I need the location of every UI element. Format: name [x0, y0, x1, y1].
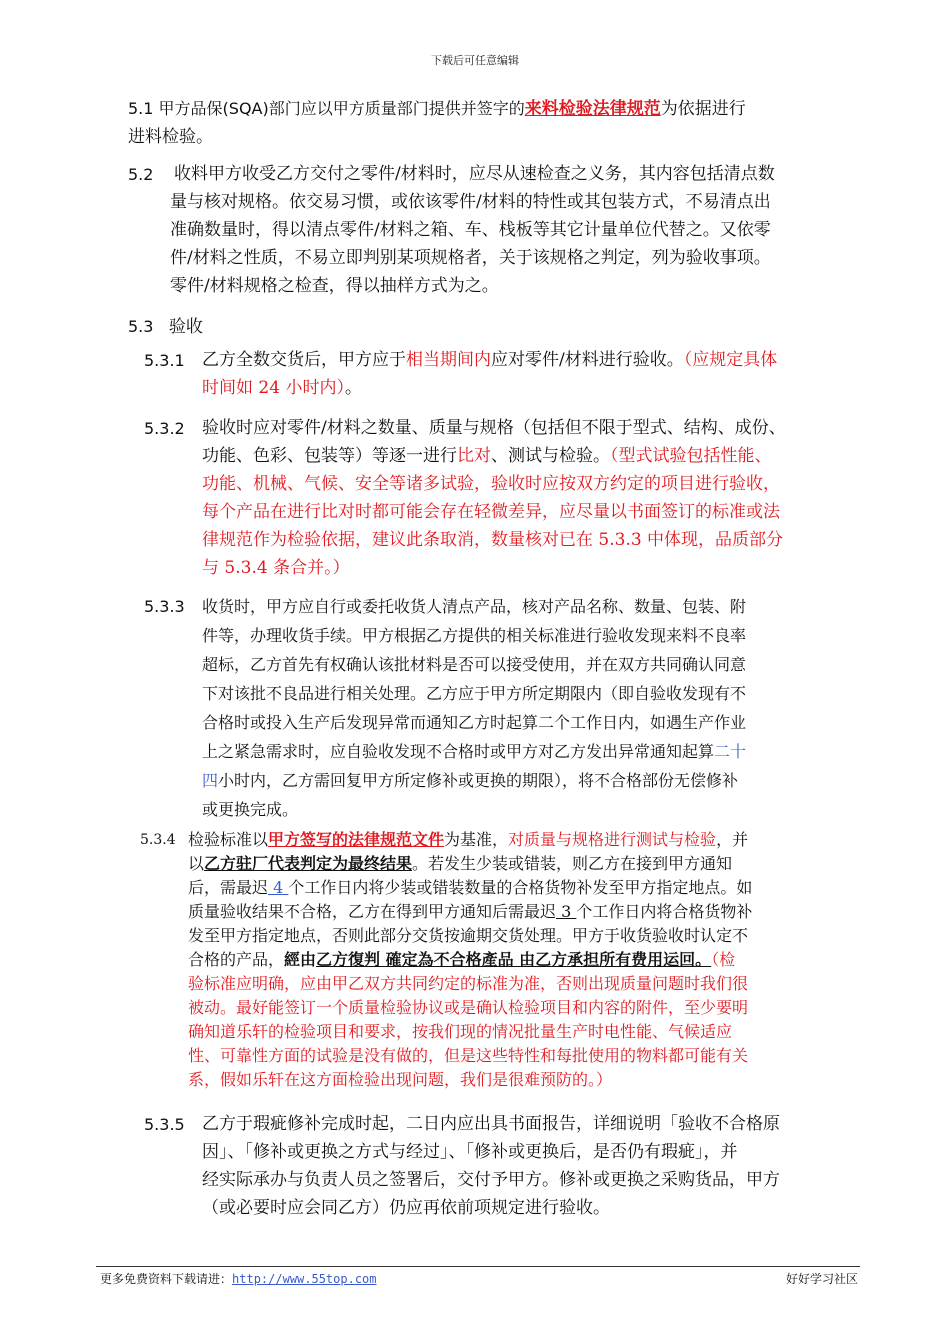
- section-5-1-line-1: [128, 94, 868, 123]
- paragraph: [202, 1110, 864, 1222]
- days-value: 4: [268, 878, 289, 897]
- emphasis: 經由: [284, 950, 317, 969]
- paragraph-line: 超标，乙方首先有权确认该批材料是否可以接受使用，并在双方共同确认同意: [202, 655, 747, 674]
- section-5-3-4: [140, 828, 864, 1092]
- paragraph-line: 乙方于瑕疵修补完成时起，二日内应出具书面报告，详细说明「验收不合格原: [202, 1114, 780, 1134]
- paragraph-line: 后，需最迟 4 个工作日内将少装或错装数量的合格货物补发至甲方指定地点。如: [188, 878, 753, 897]
- paragraph-line: 检验标准以甲方签写的法律规范文件为基准，对质量与规格进行测试与检验，并: [188, 830, 749, 849]
- highlight: 对质量与规格进行测试与检验: [508, 830, 717, 849]
- section-5-3-2: [144, 414, 864, 582]
- days-value: 3: [556, 902, 577, 921]
- paragraph-line: 发至甲方指定地点，否则此部分交货按逾期交货处理。甲方于收货验收时认定不: [188, 926, 749, 945]
- highlight-blue: 二十: [714, 742, 747, 761]
- comment-line: 律规范作为检验依据，建议此条取消，数量核对已在 5.3.3 中体现，品质部分: [202, 530, 784, 550]
- comment-line: 与 5.3.4 条合并。）: [202, 558, 350, 578]
- section-number: 5.1: [128, 99, 154, 118]
- comment: （型式试验包括性能、: [610, 446, 772, 466]
- highlight-regulation: 来料检验法律规范: [524, 99, 661, 119]
- footer-left: [100, 1270, 377, 1287]
- paragraph: [202, 414, 864, 582]
- comment-line: 系，假如乐轩在这方面检验出现问题，我们是很难预防的。）: [188, 1070, 613, 1089]
- paragraph-line: 上之紧急需求时，应自验收发现不合格时或甲方对乙方发出异常通知起算二十: [202, 742, 747, 761]
- section-title: 验收: [168, 317, 203, 337]
- footer-divider: [96, 1266, 860, 1267]
- paragraph: [188, 828, 864, 1092]
- comment-line: 每个产品在进行比对时都可能会存在轻微差异，应尽量以书面签订的标准或法: [202, 502, 780, 522]
- section-5-3-1: [144, 346, 864, 402]
- text: 为依据进行: [660, 99, 746, 119]
- section-5-3-5: [144, 1110, 864, 1222]
- paragraph-line: 件/材料之性质，不易立即判别某项规格者，关于该规格之判定，列为验收事项。: [170, 248, 771, 268]
- paragraph-line: 收料甲方收受乙方交付之零件/材料时，应尽从速检查之义务，其内容包括清点数: [174, 164, 775, 184]
- paragraph-line: 或更换完成。: [202, 800, 299, 819]
- section-5-3: [128, 312, 868, 341]
- section-5-2: [128, 160, 868, 300]
- text: 甲方品保(SQA)部门应以甲方质量部门提供并签字的: [153, 99, 525, 118]
- comment-line: 确知道乐轩的检验项目和要求，按我们现的情况批量生产时电性能、气候适应: [188, 1022, 733, 1041]
- highlight-final-result: 乙方驻厂代表判定为最终结果: [204, 854, 413, 873]
- paragraph-line: 四小时内，乙方需回复甲方所定修补或更换的期限），将不合格部份无偿修补: [202, 771, 739, 790]
- section-5-3-3: [144, 592, 864, 824]
- footer-label: 更多免费资料下载请进：: [100, 1272, 233, 1286]
- highlight-regulation: 甲方签写的法律规范文件: [268, 830, 445, 849]
- paragraph-line: 功能、色彩、包装等）等逐一进行比对、测试与检验。（型式试验包括性能、: [202, 446, 772, 466]
- paragraph-line: 合格时或投入生产后发现异常而通知乙方时起算二个工作日内，如遇生产作业: [202, 713, 747, 732]
- paragraph: [170, 160, 868, 300]
- paragraph-line: 因」、「修补或更换之方式与经过」、「修补或更换后，是否仍有瑕疵」，并: [202, 1142, 738, 1162]
- paragraph-line: 准确数量时，得以清点零件/材料之箱、车、栈板等其它计量单位代替之。又依零: [170, 220, 771, 240]
- section-number: 5.3.4: [140, 832, 176, 848]
- header-note: 下载后可任意编辑: [431, 54, 519, 67]
- paragraph-line: 量与核对规格。依交易习惯，或依该零件/材料的特性或其包装方式，不易清点出: [170, 192, 771, 212]
- highlight: 比对: [457, 446, 491, 466]
- comment: （应规定具体: [683, 350, 778, 370]
- paragraph-line: 经实际承办与负责人员之签署后，交付予甲方。修补或更换之采购货品，甲方: [202, 1170, 780, 1190]
- comment-line: 功能、机械、气候、安全等诸多试验，验收时应按双方约定的项目进行验收，: [202, 474, 780, 494]
- paragraph: [202, 346, 864, 402]
- section-5-1: [128, 94, 868, 151]
- paragraph-line: 时间如 24 小时内）。: [202, 378, 362, 398]
- section-number: 5.3.1: [144, 351, 185, 370]
- paragraph-line: 下对该批不良品进行相关处理。乙方应于甲方所定期限内（即自验收发现有不: [202, 684, 747, 703]
- comment-line: 被动。最好能签订一个质量检验协议或是确认检验项目和内容的附件，至少要明: [188, 998, 749, 1017]
- section-5-1-line-2: 进料检验。: [128, 127, 213, 147]
- comment-line: 性、可靠性方面的试验是没有做的，但是这些特性和每批使用的物料都可能有关: [188, 1046, 749, 1065]
- highlight: 相当期间内: [406, 350, 491, 370]
- paragraph-line: （或必要时应会同乙方）仍应再依前项规定进行验收。: [202, 1198, 610, 1218]
- section-number: 5.3.2: [144, 419, 185, 438]
- comment: （检: [711, 950, 736, 969]
- paragraph-line: 以乙方驻厂代表判定为最终结果。若发生少装或错装，则乙方在接到甲方通知: [188, 854, 733, 873]
- highlight-blue: 四: [202, 771, 219, 790]
- footer-link[interactable]: http://www.55top.com: [232, 1272, 377, 1286]
- paragraph-line: 乙方全数交货后，甲方应于相当期间内应对零件/材料进行验收。（应规定具体: [202, 350, 778, 370]
- section-number: 5.3: [128, 317, 154, 336]
- footer-right: 好好学习社区: [785, 1272, 858, 1286]
- comment: 时间如 24 小时内）: [202, 378, 345, 398]
- paragraph-line: 零件/材料规格之检查，得以抽样方式为之。: [170, 276, 499, 296]
- paragraph-line: 验收时应对零件/材料之数量、质量与规格（包括但不限于型式、结构、成份、: [202, 418, 786, 438]
- section-number: 5.3.5: [144, 1115, 185, 1134]
- section-number: 5.2: [128, 165, 154, 184]
- paragraph-line: 件等，办理收货手续。甲方根据乙方提供的相关标准进行验收发现来料不良率: [202, 626, 747, 645]
- paragraph-line: 收货时，甲方应自行或委托收货人清点产品，核对产品名称、数量、包装、附: [202, 597, 747, 616]
- section-number: 5.3.3: [144, 597, 185, 616]
- paragraph-line: 质量验收结果不合格，乙方在得到甲方通知后需最迟 3 个工作日内将合格货物补: [188, 902, 753, 921]
- emphasis-underlined: 乙方復判 確定為不合格產品 由乙方承担所有费用运回。: [316, 950, 712, 969]
- paragraph: [202, 592, 864, 824]
- paragraph-line: 合格的产品，經由乙方復判 確定為不合格產品 由乙方承担所有费用运回。（检: [188, 950, 736, 969]
- comment-line: 验标准应明确，应由甲乙双方共同约定的标准为准，否则出现质量问题时我们很: [188, 974, 749, 993]
